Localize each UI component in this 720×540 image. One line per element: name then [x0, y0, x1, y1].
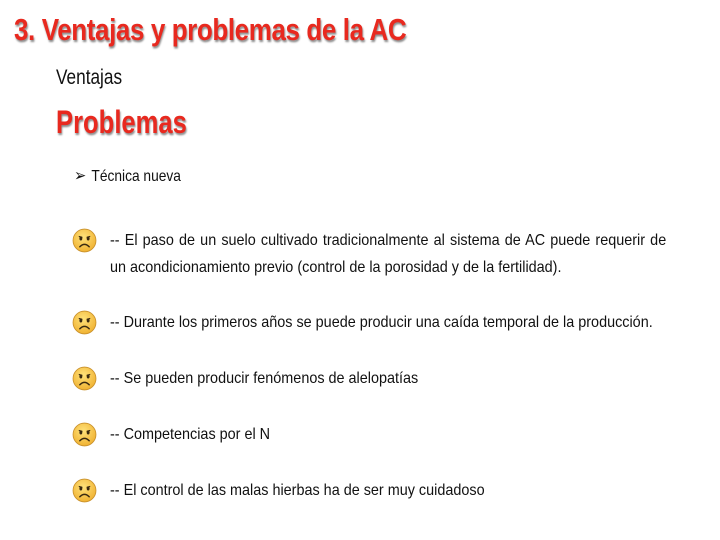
problem-text: -- Competencias por el N — [110, 426, 271, 443]
frowning-face-icon — [72, 422, 97, 447]
problem-text: -- El control de las malas hierbas ha de ser muy cuidadoso — [110, 482, 485, 499]
problem-text: -- El paso de un suelo cultivado tradicionalmente al sistema de AC puede requerir de un acondicionamiento previo (control de la porosidad y de la fertilidad). — [110, 232, 667, 276]
frowning-face-icon — [72, 366, 97, 391]
frowning-face-icon — [72, 228, 97, 253]
frowning-face-icon — [72, 478, 97, 503]
problem-text: -- Se pueden producir fenómenos de alelopatías — [110, 370, 419, 387]
section-problemas: Problemas — [56, 104, 187, 140]
arrow-bullet-icon: ➢ — [74, 166, 87, 185]
subpoint — [74, 166, 181, 186]
subpoint-text: Técnica nueva — [91, 168, 181, 185]
frowning-face-icon — [72, 310, 97, 335]
problem-text: -- Durante los primeros años se puede producir una caída temporal de la producción. — [110, 314, 653, 331]
section-ventajas: Ventajas — [56, 66, 123, 89]
slide-title: 3. Ventajas y problemas de la AC — [14, 12, 407, 47]
